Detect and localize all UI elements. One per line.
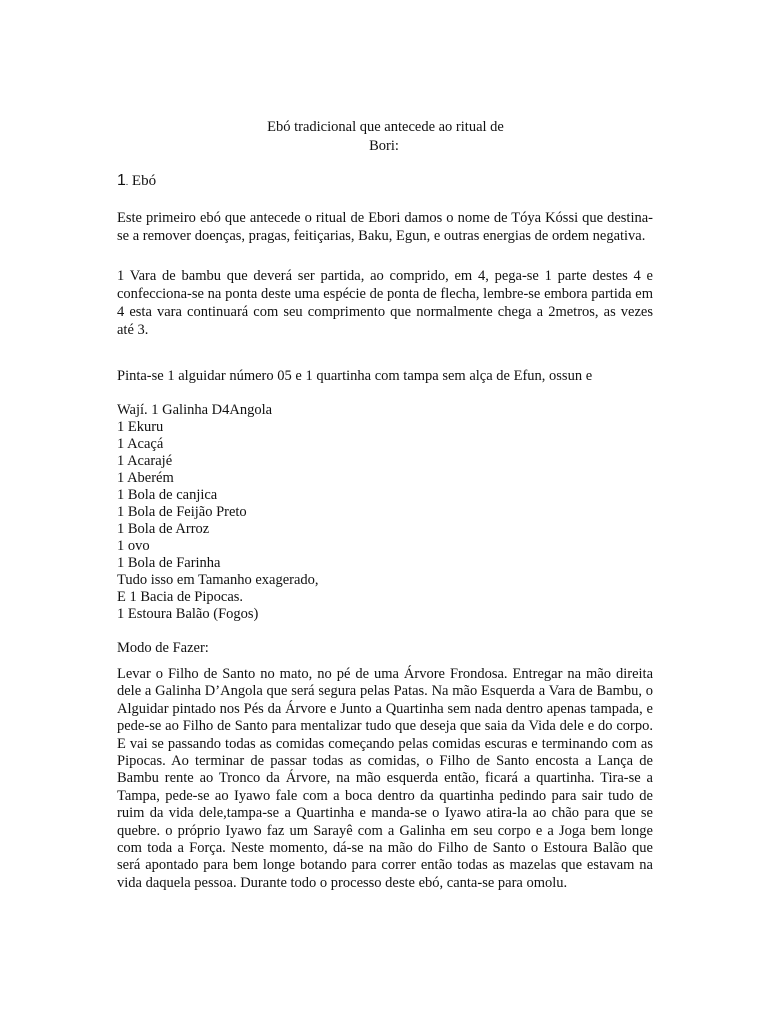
- document-title: [0, 118, 768, 156]
- list-item: 1 Bola de Farinha: [117, 555, 221, 571]
- ingredients-list: [117, 402, 319, 623]
- list-item: 1 Bola de Arroz: [117, 521, 210, 537]
- list-item: E 1 Bacia de Pipocas.: [117, 589, 244, 605]
- list-item: 1 Acarajé: [117, 453, 173, 469]
- modo-paragraph: Levar o Filho de Santo no mato, no pé de uma Árvore Frondosa. Entregar na mão direita dele a Galinha D’Angola que será segura pelas Patas. Na mão Esquerda a Vara de Bambu, o Alguidar pintado nos Pés da Árvore e Junto a Quartinha sem nada dentro apenas tampada, e pede-se ao Filho de Santo para mentalizar tudo que deseja que saia da Vida dele e do corpo. E vai se passando todas as comidas começando pelas comidas escuras e terminando com as Pipocas. Ao terminar de passar todas as comidas, o Filho de Santo encosta a Lança de Bambu rente ao Tronco da Árvore, na mão esquerda então, ficará a quartinha. Tira-se a Tampa, pede-se ao Iyawo fale com a boca dentro da quartinha pedindo para sair tudo de ruim da vida dele,tampa-se a Quartinha e manda-se o Iyawo atira-la ao chão para que se quebre. o próprio Iyawo faz um Sarayê com a Galinha em seu corpo e a Joga bem longe com toda a Força. Neste momento, dá-se na mão do Filho de Santo o Estoura Balão que será apontado para bem longe botando para correr então todas as mazelas que estavam na vida daquela pessoa. Durante todo o processo deste ebó, canta-se para omolu.: [117, 666, 653, 891]
- list-item: Wají. 1 Galinha D4Angola: [117, 402, 273, 418]
- paragraph-vara: 1 Vara de bambu que deverá ser partida, ao comprido, em 4, pega-se 1 parte destes 4 e confecciona-se na ponta deste uma espécie de ponta de flecha, lembre-se embora partida em 4 esta vara continuará com seu comprimento que normalmente chega a 2metros, as vezes até 3.: [117, 268, 653, 338]
- section-number-dot: .: [125, 177, 129, 187]
- list-item: Tudo isso em Tamanho exagerado,: [117, 572, 319, 588]
- list-item: 1 Acaçá: [117, 436, 164, 452]
- title-line-2: Bori:: [369, 138, 399, 154]
- list-item: 1 Bola de canjica: [117, 487, 218, 503]
- section-heading: [117, 172, 156, 190]
- modo-heading: Modo de Fazer:: [117, 640, 209, 656]
- title-line-1: Ebó tradicional que antecede ao ritual de: [267, 119, 504, 135]
- list-item: 1 Ekuru: [117, 419, 164, 435]
- section-number: 1: [117, 172, 126, 189]
- list-item: 1 Aberém: [117, 470, 174, 486]
- section-title: Ebó: [131, 173, 157, 189]
- paragraph-pinta: Pinta-se 1 alguidar número 05 e 1 quartinha com tampa sem alça de Efun, ossun e: [117, 368, 593, 384]
- list-item: 1 Estoura Balão (Fogos): [117, 606, 259, 622]
- list-item: 1 Bola de Feijão Preto: [117, 504, 247, 520]
- paragraph-intro: Este primeiro ebó que antecede o ritual de Ebori damos o nome de Tóya Kóssi que destina- se a remover doenças, pragas, feitiçarias, Baku, Egun, e outras energias de ordem negativa.: [117, 210, 653, 244]
- list-item: 1 ovo: [117, 538, 150, 554]
